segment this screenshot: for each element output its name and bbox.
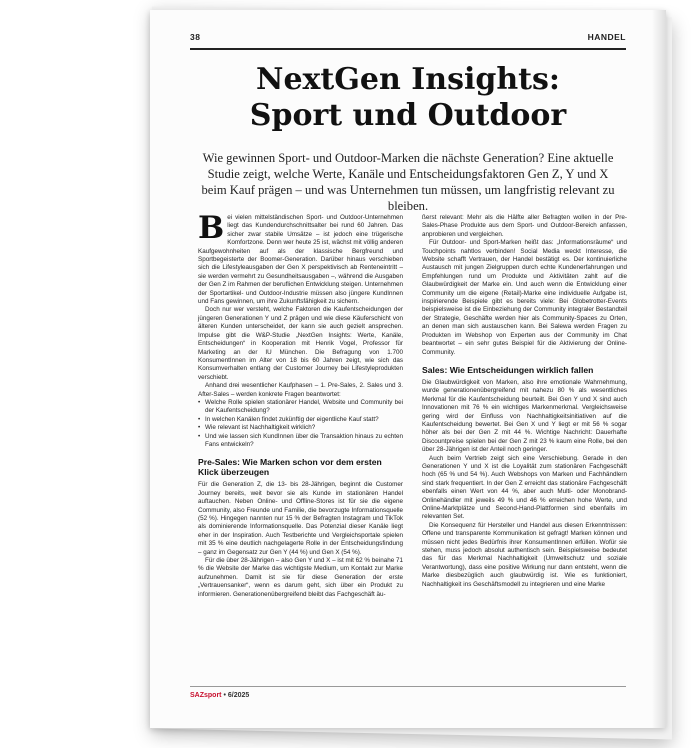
- paragraph: Für die Generation Z, die 13- bis 28-Jährigen, beginnt die Customer Journey bereits, weit bevor sie als Kunde im stationären Handel auftauchen. Neben Online- und Offline-Stores ist für sie die eigene Community, also Freunde und Familie, die bevorzugte Informationsquelle (52 %). Hingegen nannten nur 15 % der Befragten Instagram und TikTok als dominierende Informationsquelle. Das Potenzial dieser Kanäle liegt eher in der Inspiration. Auch Testberichte und Vergleichsportale spielen mit 35 % eine deutlich nachgelagerte Rolle in der Entscheidungsfindung – ganz im Gegensatz zur Gen Y (44 %) und Gen X (54 %).: [198, 481, 403, 556]
- section-label: HANDEL: [587, 32, 626, 42]
- paragraph: Für die über 28-Jährigen – also Gen Y und X – ist mit 62 % beinahe 71 % die Website der Marke das wichtigste Medium, um Kontakt zur Marke aufzunehmen. Damit ist sie für diese Generation der erste „Vertrauensanker“, wenn es darum geht, sich über ein Produkt zu informieren. Generationenübergreifend bleibt das Fachgeschäft äu-: [198, 557, 403, 598]
- magazine-page: [150, 10, 666, 728]
- header-rule: [190, 48, 626, 50]
- page-header: [190, 32, 626, 46]
- column-left: [198, 210, 403, 599]
- title-line-2: Sport und Outdoor: [249, 98, 567, 133]
- paragraph: Die Konsequenz für Hersteller und Handel aus diesen Erkenntnissen: Offene und transparente Kommunikation ist gefragt! Marken können und müssen nicht jedes Bedürfnis ihrer KonsumentInnen erfüllen. Wofür sie stehen, muss jedoch absolut authentisch sein. Beispielsweise bedeutet das für das Merkmal Nachhaltigkeit (Umweltschutz und soziale Verantwortung), dass eine positive Wirkung nur dann entsteht, wenn die Marke diesbezüglich auch glaubwürdig ist. Wie es funktioniert, Nachhaltigkeit ins Geschäftsmodell zu integrieren und eine Marke: [422, 521, 627, 588]
- paragraph-text: ei vielen mittelständischen Sport- und Outdoor-Unternehmen liegt das Kundendurchschnittsalter bei rund 60 Jahren. Das sicher zwar stabile Umsätze – ist jedoch eine trügerische Komfortzone. Denn wer heute 25 ist, wächst mit völlig anderen Kaufgewohnheiten auf als der klassische Bergfreund und Sportbegeisterte der Boomer-Generation. Darüber hinaus verschieben sich die Lifestyleausgaben der Gen X perspektivisch ab Renteneintritt – sie werden vermehrt zu Gesundheitsausgaben –, während die Ausgaben der Gen Z im Rahmen der beruflichen Entwicklung steigen. Unternehmen der Sportartikel- und Outdoor-Industrie müssen also jüngere KundInnen und Fans gewinnen, um ihre Zukunftsfähigkeit zu sichern.: [198, 214, 403, 306]
- magazine-brand: SAZsport: [190, 692, 222, 699]
- footer-separator: •: [223, 692, 226, 699]
- list-item: • Welche Rolle spielen stationärer Handel, Website und Community bei der Kaufentscheidung?: [205, 399, 403, 416]
- list-item: • Und wie lassen sich KundInnen über die Transaktion hinaus zu echten Fans entwickeln?: [205, 433, 403, 450]
- column-right: [422, 214, 627, 589]
- footer-rule: [190, 686, 626, 687]
- paragraph: Doch nur wer versteht, welche Faktoren die Kaufentscheidungen der jüngeren Generationen Y und Z prägen und wie diese Käuferschicht von älteren Kunden unterscheidet, der kann sie auch gezielt ansprechen. Impulse gibt die W&P-Studie „NextGen Insights: Werte, Kanäle, Entscheidungen“ in Kooperation mit Henrik Vogel, Professor für Marketing an der IU München. Die Befragung von 1.700 KonsumentInnen im Alter von 18 bis 60 Jahren zeigt, wie sich das Konsumverhalten entlang der Customer Journey bei Lifestyleprodukten verschiebt.: [198, 306, 403, 381]
- list-item: • In welchen Kanälen findet zukünftig der eigentliche Kauf statt?: [205, 416, 403, 424]
- list-item: • Wie relevant ist Nachhaltigkeit wirklich?: [205, 424, 403, 432]
- paragraph: Anhand drei wesentlicher Kaufphasen – 1. Pre-Sales, 2. Sales und 3. After-Sales – werden konkrete Fragen beantwortet:: [198, 382, 403, 398]
- subheading-sales: Sales: Wie Entscheidungen wirklich fallen: [422, 364, 594, 375]
- page-edge-shading: [652, 10, 666, 728]
- paragraph: [198, 210, 403, 306]
- article-title: [190, 62, 626, 134]
- paragraph: Auch beim Vertrieb zeigt sich eine Verschiebung. Gerade in den Generationen Y und X ist die Loyalität zum stationären Fachgeschäft hoch (65 % und 54 %). Auch Webshops von Marken und Fachhändlern sind stark frequentiert. In der Gen Z erreicht das stationäre Fachgeschäft ebenfalls einen Wert von 44 %, aber auch Multi- oder Monobrand-Onlinehändler mit jeweils 49 % und 46 % erreichen hohe Werte, und Online-Marktplätze und Second-Hand-Plattformen sind ebenfalls im relevanten Set.: [422, 454, 627, 521]
- page-number: 38: [190, 32, 201, 42]
- paragraph: ßerst relevant: Mehr als die Hälfte aller Befragten wollen in der Pre-Sales-Phase Produkte aus dem Sport- und Outdoor-Bereich anfassen, anprobieren und vergleichen.: [422, 214, 627, 238]
- article-lead: Wie gewinnen Sport- und Outdoor-Marken die nächste Generation? Eine aktuelle Studie zeigt, welche Werte, Kanäle und Entscheidungsfaktoren Gen Z, Y und X beim Kauf prägen – und was Unternehmen tun müssen, um langfristig relevant zu bleiben.: [201, 151, 615, 213]
- issue-number: 6/2025: [227, 692, 250, 699]
- question-list: [198, 399, 403, 449]
- paragraph: Für Outdoor- und Sport-Marken heißt das: „Informationsräume“ und Touchpoints nahtlos verbinden! Social Media weckt Interesse, die Website schafft Vertrauen, der Handel bestätigt es. Der kontinuierliche Austausch mit jungen Zielgruppen durch echte Kundenerfahrungen und Empfehlungen rund um Produkte und Aktivitäten zahlt auf die Glaubwürdigkeit der Marke ein. Und auch wenn die Entwicklung einer Community um die eigene (Retail)-Marke eine individuelle Aufgabe ist, inspirierende Beispiele gibt es bereits viele: Bei Globetrotter-Events beispielsweise ist die Einbeziehung der Community integraler Bestandteil der Strategie, Geschäfte werden hier als Community-Spaces zu Orten, an denen man sich austauschen kann. Bei Salewa werden Fragen zu Produkten im Webshop von Experten aus der Community im Chat beantwortet – ein sehr gutes Beispiel für die Aktivierung der Online-Community.: [422, 239, 627, 356]
- subheading-pre-sales: Pre-Sales: Wie Marken schon vor dem ersten Klick überzeugen: [198, 457, 382, 478]
- paragraph: Die Glaubwürdigkeit von Marken, also ihre emotionale Wahrnehmung, wurde generationenübergreifend mit nahezu 80 % als wesentliches Merkmal für die Kaufentscheidung beurteilt. Bei Gen Y und X sind auch Innovationen mit 76 % ein wichtiges Markenmerkmal. Vergleichsweise gering wird der Einfluss von Nachhaltigkeitsinitiativen auf die Kaufentscheidung bewertet. Bei Gen X und Y liegt er mit 56 % sogar höher als bei der Gen Z mit 44 %. Wichtige Nachricht: Dauerhafte Discountpreise spielen bei der Gen Z mit 23 % kaum eine Rolle, bei den über 28-Jährigen ist der Anteil noch geringer.: [422, 378, 627, 454]
- page-footer: [190, 692, 249, 699]
- drop-cap: B: [198, 210, 225, 246]
- title-line-1: NextGen Insights:: [256, 62, 560, 97]
